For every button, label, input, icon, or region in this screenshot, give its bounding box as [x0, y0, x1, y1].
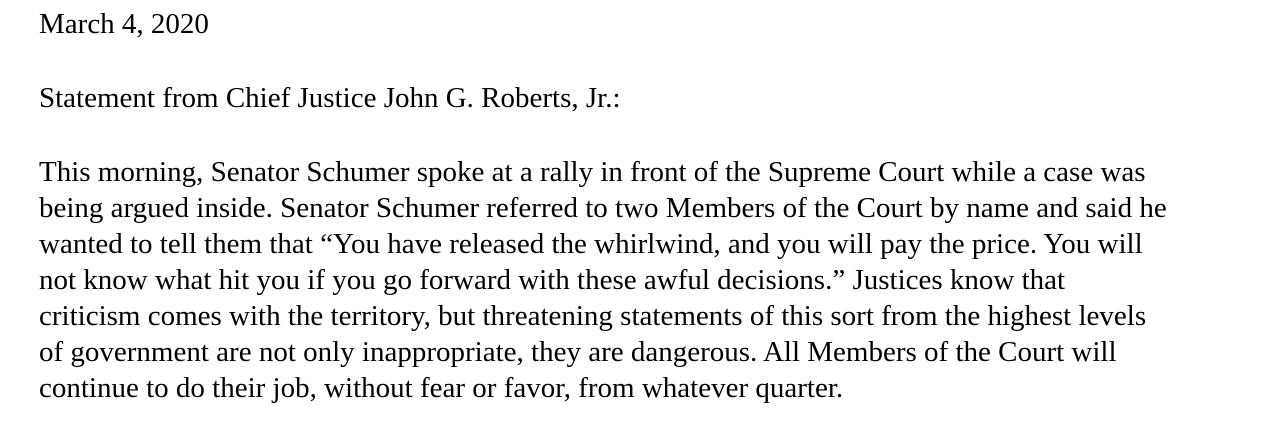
- body-line: not know what hit you if you go forward with these awful decisions.” Justices know that: [39, 264, 1066, 296]
- statement-body: [39, 154, 1167, 406]
- body-line: wanted to tell them that “You have released the whirlwind, and you will pay the price. You will: [39, 228, 1143, 260]
- body-line: criticism comes with the territory, but threatening statements of this sort from the highest levels: [39, 300, 1147, 332]
- statement-date: March 4, 2020: [39, 8, 209, 40]
- statement-heading: Statement from Chief Justice John G. Roberts, Jr.:: [39, 82, 621, 114]
- body-line: of government are not only inappropriate, they are dangerous. All Members of the Court will: [39, 336, 1117, 368]
- body-line: continue to do their job, without fear or favor, from whatever quarter.: [39, 372, 844, 404]
- body-line: This morning, Senator Schumer spoke at a rally in front of the Supreme Court while a case was: [39, 156, 1146, 188]
- body-line: being argued inside. Senator Schumer referred to two Members of the Court by name and said he: [39, 192, 1167, 224]
